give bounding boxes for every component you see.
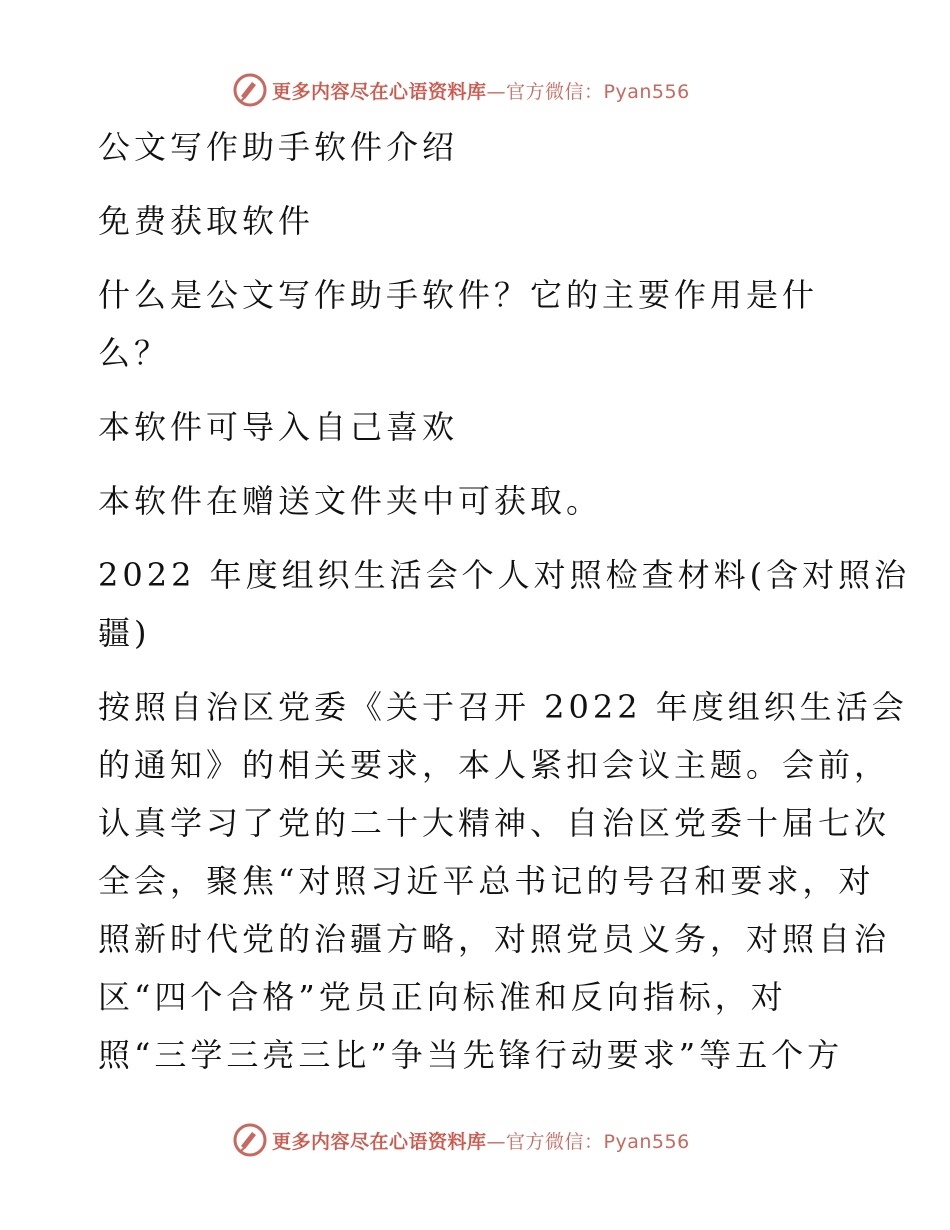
text-line: 区“四个合格”党员正向标准和反向指标，对 [98, 978, 787, 1016]
paragraph [98, 118, 858, 176]
text-line: 认真学习了党的二十大精神、自治区党委十届七次 [98, 804, 891, 842]
text-line: 公文写作助手软件介绍 [98, 128, 459, 166]
paragraph [98, 546, 911, 662]
paragraph-gap [98, 250, 858, 266]
text-line: 照“三学三亮三比”争当先锋行动要求”等五个方 [98, 1036, 844, 1074]
paragraph [98, 266, 858, 382]
paragraph [98, 472, 858, 530]
text-line: 2022 年度组织生活会个人对照检查材料(含对照治 [98, 556, 911, 594]
text-line: 全会，聚焦“对照习近平总书记的号召和要求，对 [98, 862, 875, 900]
text-line: 本软件可导入自己喜欢 [98, 408, 459, 446]
paragraph-gap [98, 456, 858, 472]
text-line: 什么是公文写作助手软件？它的主要作用是什 [98, 276, 819, 314]
watermark-text: 更多内容尽在心语资料库—官方微信：Pyan556 [272, 1130, 690, 1153]
paragraph-gap [98, 662, 858, 678]
text-line: 疆) [98, 614, 151, 652]
paragraph [98, 192, 858, 250]
text-line: 的通知》的相关要求，本人紧扣会议主题。会前， [98, 746, 891, 784]
text-line: 么？ [98, 334, 171, 372]
paragraph-gap [98, 176, 858, 192]
brand-logo-icon [232, 72, 268, 108]
watermark-text: 更多内容尽在心语资料库—官方微信：Pyan556 [272, 80, 690, 103]
brand-logo-icon [232, 1122, 268, 1158]
paragraph [98, 398, 858, 456]
text-line: 按照自治区党委《关于召开 2022 年度组织生活会 [98, 688, 908, 726]
text-line: 照新时代党的治疆方略，对照党员义务，对照自治 [98, 920, 891, 958]
document-body [98, 118, 911, 1084]
text-line: 免费获取软件 [98, 202, 315, 240]
header-watermark [232, 70, 690, 110]
footer-watermark [232, 1120, 690, 1160]
paragraph [98, 678, 908, 1084]
text-line: 本软件在赠送文件夹中可获取。 [98, 482, 603, 520]
paragraph-gap [98, 382, 858, 398]
paragraph-gap [98, 530, 858, 546]
